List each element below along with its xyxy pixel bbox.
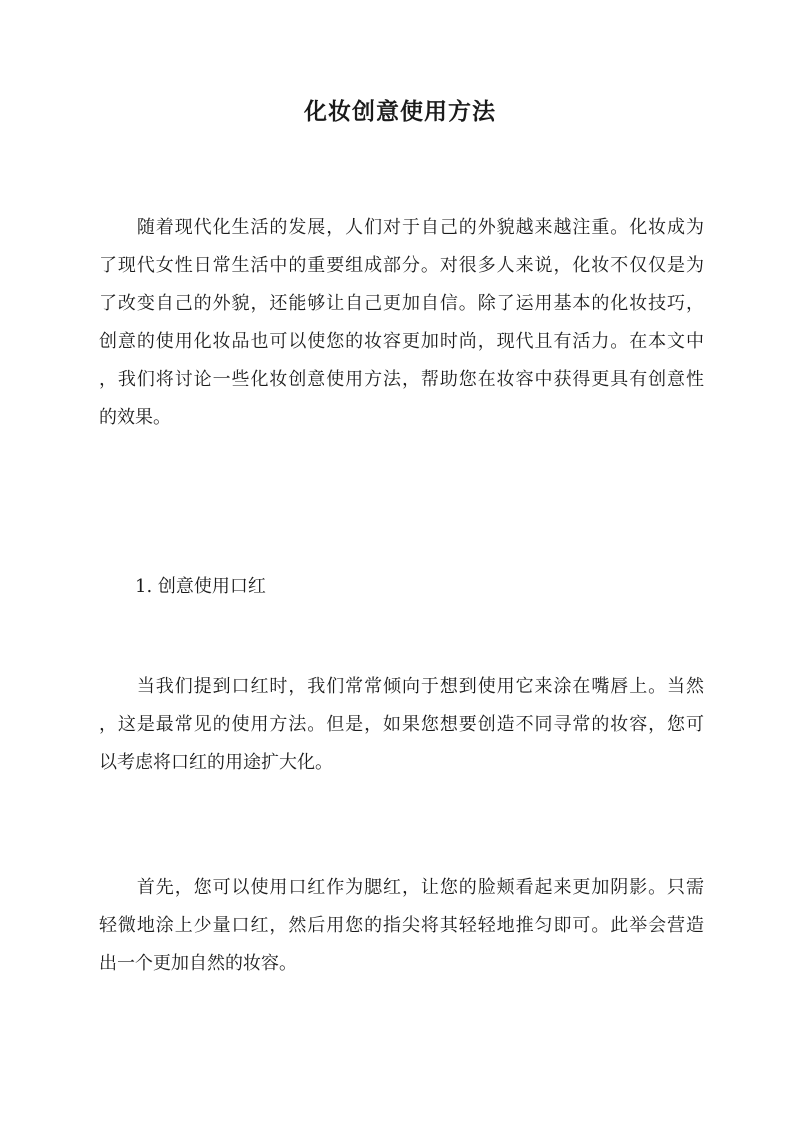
intro-paragraph <box>99 209 704 437</box>
paragraph-line: 了现代女性日常生活中的重要组成部分。对很多人来说，化妆不仅仅是为 <box>99 255 704 276</box>
lipstick-paragraph-2 <box>99 869 704 983</box>
paragraph-line: 创意的使用化妆品也可以使您的妆容更加时尚，现代且有活力。在本文中 <box>99 331 704 352</box>
paragraph-line: 以考虑将口红的用途扩大化。 <box>99 752 333 773</box>
lipstick-paragraph-1 <box>99 668 704 782</box>
paragraph-line: ，这是最常见的使用方法。但是，如果您想要创造不同寻常的妆容，您可 <box>99 714 704 735</box>
paragraph-line: 当我们提到口红时，我们常常倾向于想到使用它来涂在嘴唇上。当然 <box>99 676 704 697</box>
section-heading: 1. 创意使用口红 <box>135 576 266 597</box>
document-title: 化妆创意使用方法 <box>304 98 496 125</box>
paragraph-line: 随着现代化生活的发展，人们对于自己的外貌越来越注重。化妆成为 <box>99 217 704 238</box>
paragraph-line: 的效果。 <box>99 407 171 428</box>
paragraph-line: ，我们将讨论一些化妆创意使用方法，帮助您在妆容中获得更具有创意性 <box>99 369 704 390</box>
paragraph-line: 了改变自己的外貌，还能够让自己更加自信。除了运用基本的化妆技巧， <box>99 293 704 314</box>
paragraph-line: 轻微地涂上少量口红，然后用您的指尖将其轻轻地推匀即可。此举会营造 <box>99 915 704 936</box>
paragraph-line: 出一个更加自然的妆容。 <box>99 953 297 974</box>
paragraph-line: 首先，您可以使用口红作为腮红，让您的脸颊看起来更加阴影。只需 <box>99 877 704 898</box>
